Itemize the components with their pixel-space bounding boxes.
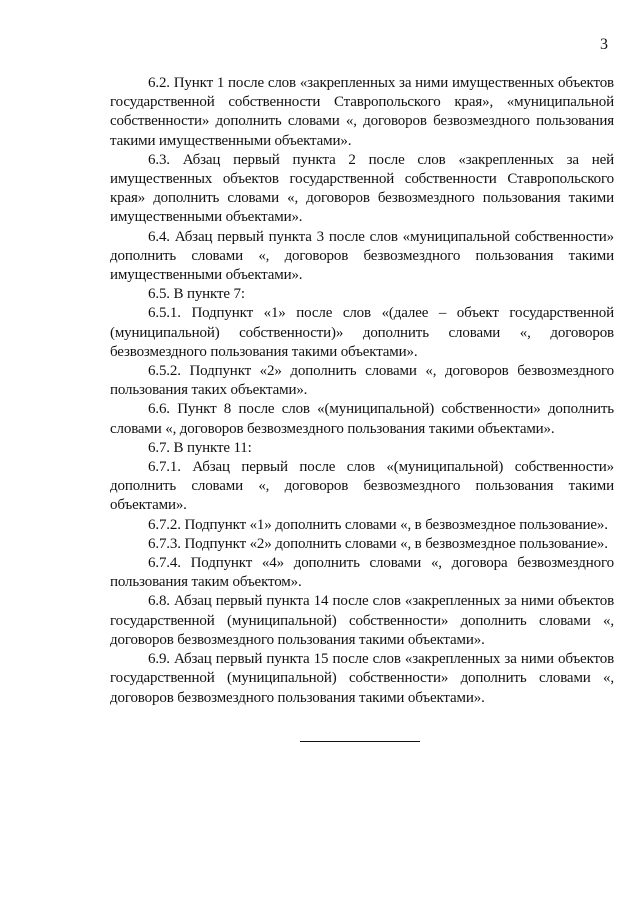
paragraph-6-5: 6.5. В пункте 7: (148, 286, 245, 303)
closing-rule (300, 741, 420, 742)
paragraph-6-9: 6.9. Абзац первый пункта 15 после слов «закрепленных за ними объектов государственной (муниципальной) собственности» дополнить словами «, договоров безвозмездного пользования такими объектами». (110, 651, 614, 706)
paragraph-6-7-4: 6.7.4. Подпункт «4» дополнить словами «, договора безвозмездного пользования таким объектом». (110, 555, 614, 591)
paragraph-6-5-2: 6.5.2. Подпункт «2» дополнить словами «, договоров безвозмездного пользования таких объектами». (110, 363, 614, 399)
paragraph-6-8: 6.8. Абзац первый пункта 14 после слов «закрепленных за ними объектов государственной (муниципальной) собственности» дополнить словами «, договоров безвозмездного пользования такими объектами». (110, 593, 614, 648)
paragraph-6-7: 6.7. В пункте 11: (148, 439, 252, 456)
paragraph-6-7-1: 6.7.1. Абзац первый после слов «(муниципальной) собственности» дополнить словами «, договоров безвозмездного пользования такими объектами». (110, 459, 614, 514)
paragraph-6-6: 6.6. Пункт 8 после слов «(муниципальной) собственности» дополнить словами «, договоров безвозмездного пользования такими объектами». (110, 401, 614, 437)
paragraph-6-7-2: 6.7.2. Подпункт «1» дополнить словами «, в безвозмездное пользование». (148, 516, 608, 533)
paragraph-6-7-3: 6.7.3. Подпункт «2» дополнить словами «, в безвозмездное пользование». (148, 535, 608, 552)
page-number: 3 (600, 36, 608, 53)
paragraph-6-5-1: 6.5.1. Подпункт «1» после слов «(далее – объект государственной (муниципальной) собственности)» дополнить словами «, договоров безвозмездного пользования такими объектами». (110, 305, 614, 360)
document-body (110, 74, 614, 708)
paragraph-6-4: 6.4. Абзац первый пункта 3 после слов «муниципальной собственности» дополнить словами «, договоров безвозмездного пользования такими имущественными объектами». (110, 228, 614, 284)
paragraph-6-2: 6.2. Пункт 1 после слов «закрепленных за ними имущественных объектов государственной собственности Ставропольского края», «муниципальной собственности» дополнить словами «, договоров безвозмездного пользования такими имущественными объектами». (110, 75, 614, 149)
paragraph-6-3: 6.3. Абзац первый пункта 2 после слов «закрепленных за ней имущественных объектов государственной собственности Ставропольского края» дополнить словами «, договоров безвозмездного пользования такими имущественными объектами». (110, 151, 614, 226)
